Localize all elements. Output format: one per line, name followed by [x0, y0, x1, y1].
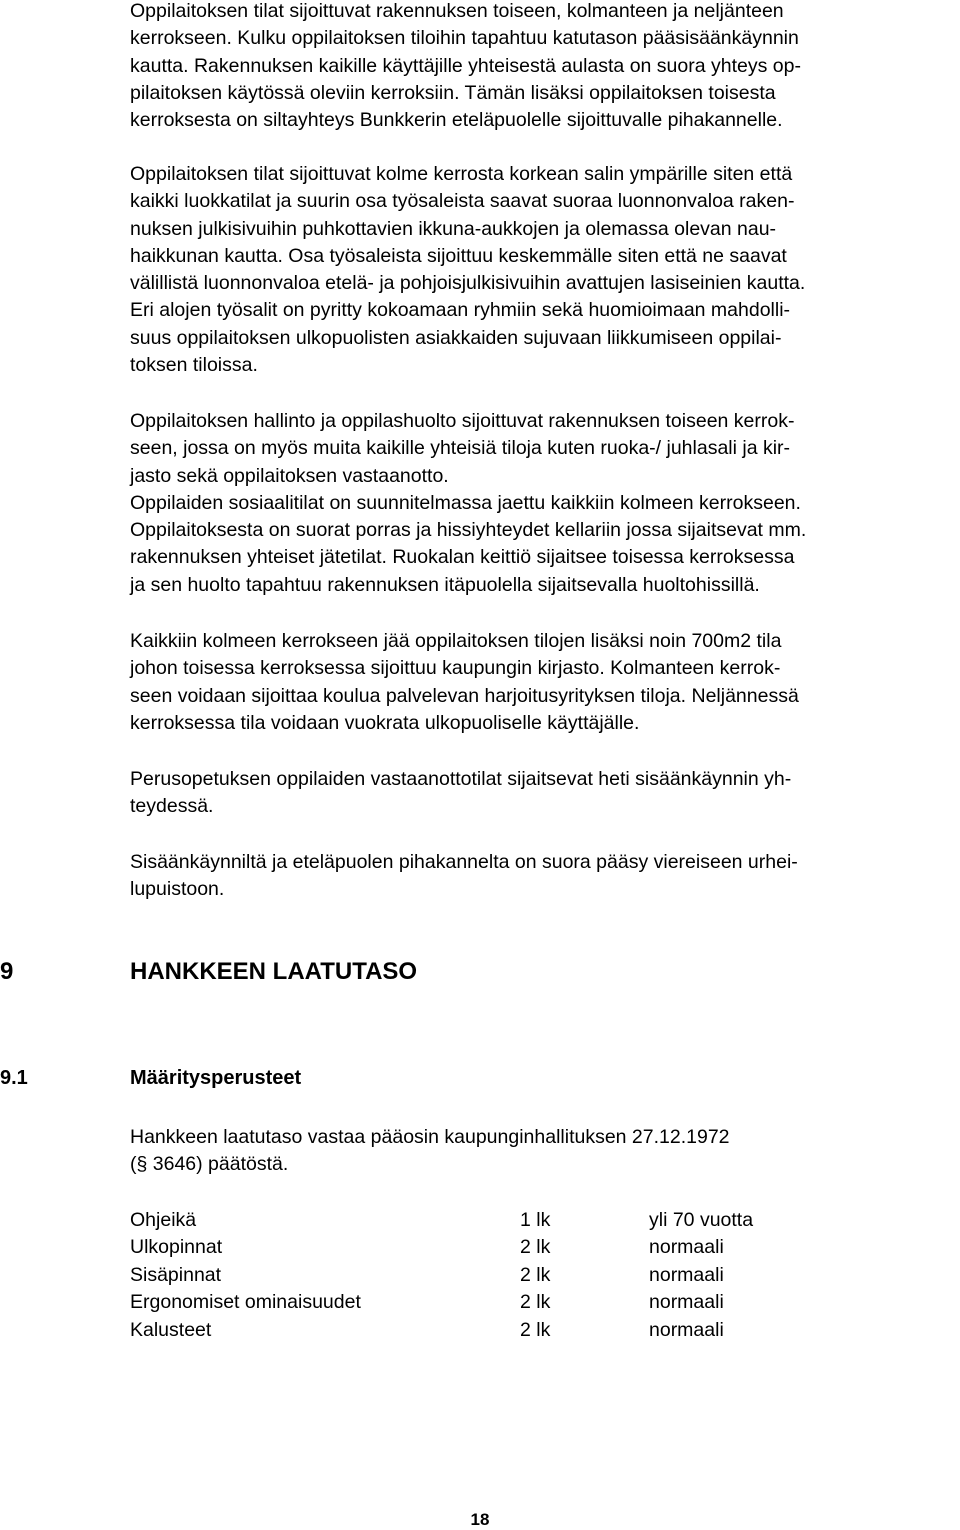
text-line: (§ 3646) päätöstä. [130, 1153, 289, 1176]
text-line: välillistä luonnonvaloa etelä- ja pohjoisjulkisivuihin avattujen lasiseinien kautta. [130, 272, 806, 295]
class-cell: 1 lk [520, 1209, 551, 1231]
table-row [130, 1317, 753, 1344]
text-line: toksen tiloissa. [130, 354, 258, 377]
item-cell: Ohjeikä [130, 1209, 197, 1231]
value-cell: normaali [649, 1318, 724, 1341]
table-row [130, 1234, 753, 1261]
text-line: nuksen julkisivuihin puhkottavien ikkuna-aukkojen ja olemassa olevan nau- [130, 217, 777, 240]
text-line: Oppilaitoksen hallinto ja oppilashuolto sijoittuvat rakennuksen toiseen kerrok- [130, 410, 795, 432]
subsection-number: 9.1 [0, 1067, 28, 1089]
section-number: 9 [0, 958, 14, 985]
value-cell: normaali [649, 1291, 724, 1314]
text-line: Perusopetuksen oppilaiden vastaanottotilat sijaitsevat heti sisäänkäynnin yh- [130, 768, 792, 790]
text-line: kaikki luokkatilat ja suurin osa työsaleista saavat suoraa luonnonvaloa raken- [130, 190, 795, 213]
subsection-title: Määritysperusteet [130, 1067, 302, 1089]
text-line: johon toisessa kerroksessa sijoittuu kaupungin kirjasto. Kolmanteen kerrok- [130, 657, 781, 680]
text-line: suus oppilaitoksen ulkopuolisten asiakkaiden sujuvaan liikkumiseen oppilai- [130, 326, 782, 349]
paragraph-administration [130, 408, 950, 599]
value-cell: yli 70 vuotta [649, 1209, 754, 1231]
section-title: HANKKEEN LAATUTASO [130, 958, 418, 985]
text-line: Oppilaiden sosiaalitilat on suunnitelmassa jaettu kaikkiin kolmeen kerrokseen. [130, 491, 801, 514]
item-cell: Sisäpinnat [130, 1263, 222, 1286]
text-line: Hankkeen laatutaso vastaa pääosin kaupunginhallituksen 27.12.1972 [130, 1126, 730, 1148]
text-line: teydessä. [130, 795, 214, 818]
text-line: pilaitoksen käytössä oleviin kerroksiin. Tämän lisäksi oppilaitoksen toisesta [130, 81, 776, 104]
table-row [130, 1262, 753, 1289]
page-number: 18 [470, 1510, 490, 1529]
text-line: Oppilaitoksesta on suorat porras ja hissiyhteydet kellariin jossa sijaitsevat mm. [130, 519, 807, 542]
text-line: rakennuksen yhteiset jätetilat. Ruokalan keittiö sijaitsee toisessa kerroksessa [130, 546, 795, 569]
subsection-heading [0, 1065, 950, 1092]
item-cell: Ulkopinnat [130, 1236, 223, 1259]
paragraph-facilities-floors [130, 0, 950, 134]
text-line: Kaikkiin kolmeen kerrokseen jää oppilaitoksen tilojen lisäksi noin 700m2 tila [130, 630, 782, 652]
text-line: seen voidaan sijoittaa koulua palvelevan harjoitusyrityksen tiloja. Neljännessä [130, 684, 799, 707]
section-heading [0, 957, 950, 987]
quality-level-table [130, 1207, 753, 1344]
text-line: haikkunan kautta. Osa työsaleista sijoittuu keskemmälle siten että ne saavat [130, 244, 787, 267]
item-cell: Kalusteet [130, 1318, 212, 1341]
text-line: Oppilaitoksen tilat sijoittuvat rakennuksen toiseen, kolmanteen ja neljänteen [130, 0, 784, 22]
class-cell: 2 lk [520, 1263, 551, 1286]
class-cell: 2 lk [520, 1291, 551, 1314]
value-cell: normaali [649, 1263, 724, 1286]
text-line: Oppilaitoksen tilat sijoittuvat kolme kerrosta korkean salin ympärille siten että [130, 163, 793, 185]
text-line: kerrokseen. Kulku oppilaitoksen tiloihin tapahtuu katutason pääsisäänkäynnin [130, 27, 799, 50]
text-line: Eri alojen työsalit on pyritty kokoamaan ryhmiin sekä huomioimaan mahdolli- [130, 299, 791, 322]
class-cell: 2 lk [520, 1318, 551, 1341]
paragraph-sports-park [130, 849, 950, 904]
text-line: seen, jossa on myös muita kaikille yhteisiä tiloja kuten ruoka-/ juhlasali ja kir- [130, 437, 791, 460]
text-line: ja sen huolto tapahtuu rakennuksen itäpuolella sijaitsevalla huoltohissillä. [130, 573, 760, 596]
text-line: Sisäänkäynniltä ja eteläpuolen pihakannelta on suora pääsy viereiseen urhei- [130, 851, 798, 873]
text-line: kerroksesta on siltayhteys Bunkkerin eteläpuolelle sijoittuvalle pihakannelle. [130, 109, 783, 132]
text-line: lupuistoon. [130, 878, 225, 901]
paragraph-basic-education [130, 766, 950, 821]
table-row [130, 1207, 753, 1234]
text-line: kautta. Rakennuksen kaikille käyttäjille yhteisestä aulasta on suora yhteys op- [130, 54, 801, 77]
item-cell: Ergonomiset ominaisuudet [130, 1291, 361, 1314]
paragraph-hall-layout [130, 161, 950, 379]
paragraph-quality-intro [130, 1124, 950, 1179]
class-cell: 2 lk [520, 1236, 551, 1259]
table-row [130, 1289, 753, 1316]
text-line: jasto sekä oppilaitoksen vastaanotto. [130, 464, 449, 487]
value-cell: normaali [649, 1236, 724, 1259]
paragraph-shared-floors [130, 628, 950, 737]
text-line: kerroksessa tila voidaan vuokrata ulkopuoliselle käyttäjälle. [130, 711, 640, 734]
